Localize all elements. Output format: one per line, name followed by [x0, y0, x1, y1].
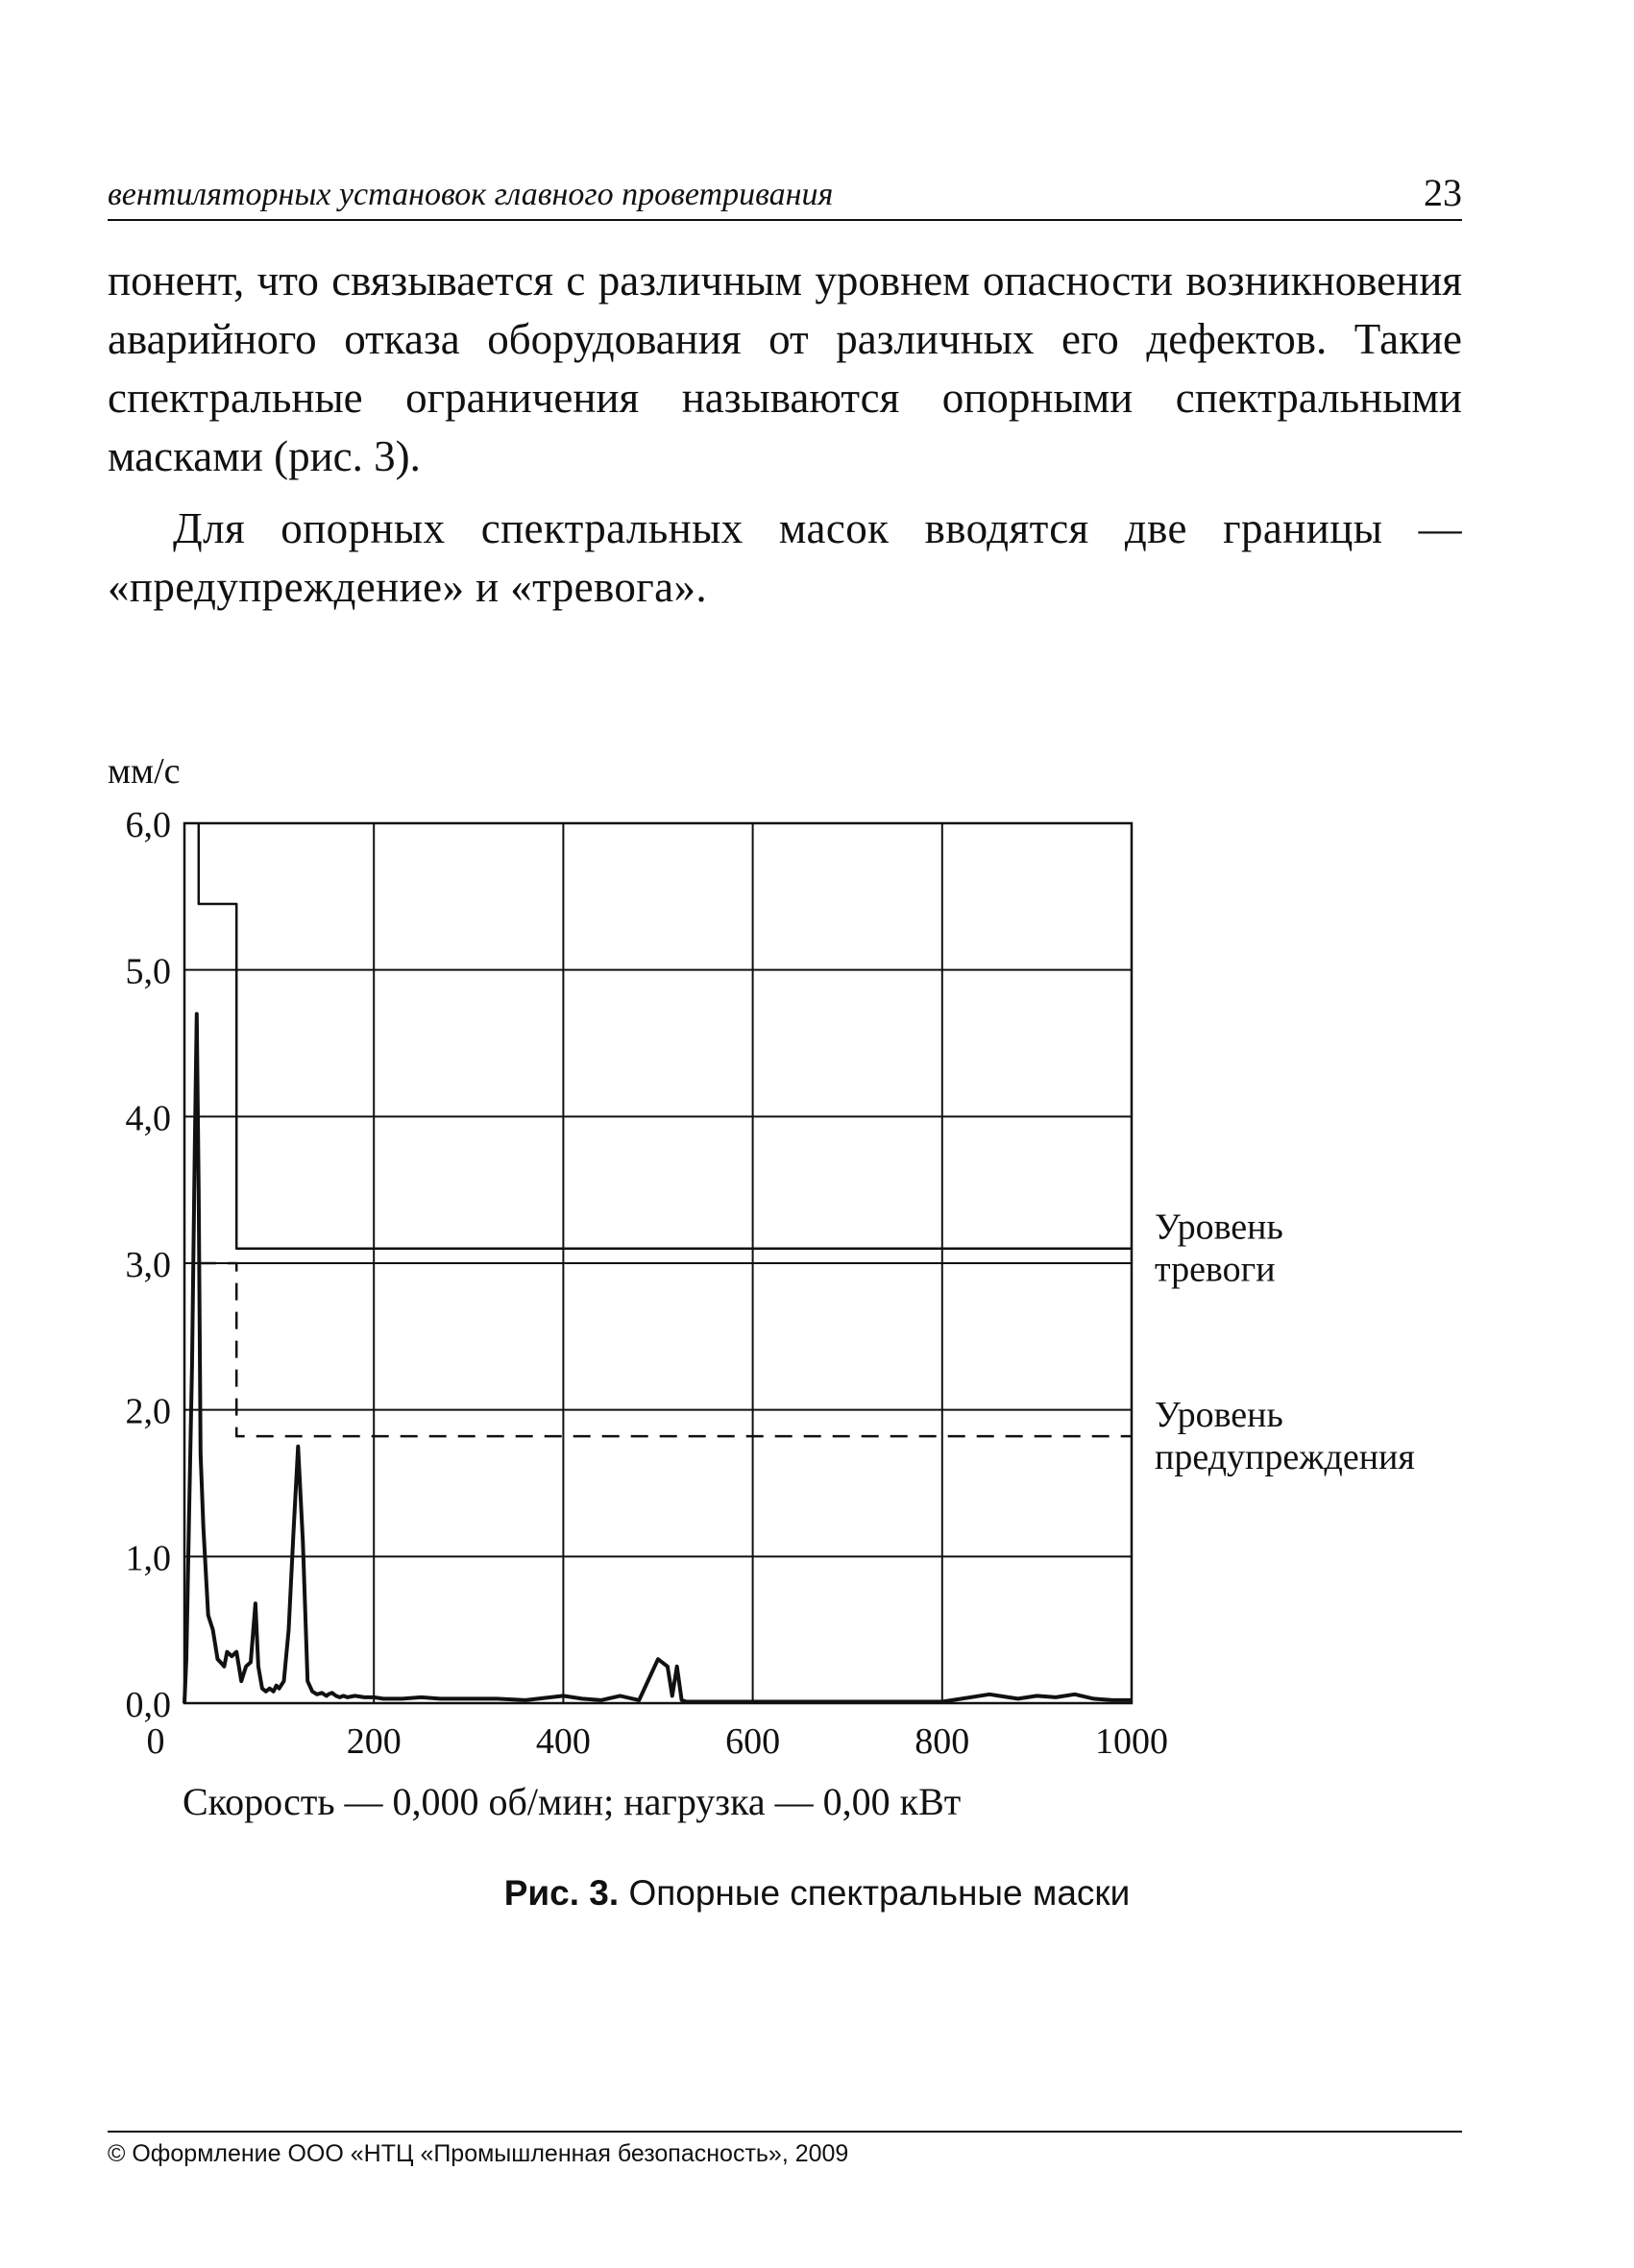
x-tick-label: 400	[535, 1721, 591, 1762]
page-number: 23	[1424, 171, 1462, 214]
legend-alarm-label: Уровень тревоги	[1155, 1207, 1283, 1290]
figure-label: Рис. 3.	[503, 1873, 620, 1913]
figure-caption-text: Опорные спектральные маски	[628, 1873, 1131, 1913]
paragraph-2: Для опорных спектральных масок вводятся две границы — «предупреждение» и «тревога».	[108, 504, 1462, 611]
footer-rule	[108, 2131, 1462, 2133]
y-tick-label: 1,0	[125, 1538, 171, 1579]
x-tick-label: 200	[346, 1721, 402, 1762]
x-tick-label: 800	[915, 1721, 970, 1762]
y-tick-label: 2,0	[125, 1391, 171, 1432]
body-text	[108, 252, 1462, 617]
figure-caption	[0, 1873, 1634, 1914]
x-axis-label: Скорость — 0,000 об/мин; нагрузка — 0,00 кВт	[183, 1780, 962, 1823]
legend-warning-label: Уровень предупреждения	[1155, 1395, 1415, 1478]
running-header	[108, 171, 1462, 221]
x-tick-label: 1000	[1095, 1721, 1168, 1762]
x-tick-label: 600	[725, 1721, 781, 1762]
y-tick-label: 3,0	[125, 1245, 171, 1285]
footer-copyright: © Оформление ООО «НТЦ «Промышленная безопасность», 2009	[108, 2140, 849, 2167]
running-title: вентиляторных установок главного проветривания	[108, 177, 834, 212]
y-axis-label: мм/с	[108, 751, 181, 792]
alarm-level-line	[199, 823, 1132, 1249]
spectral-mask-chart	[96, 744, 1499, 1849]
paragraph-1: понент, что связывается с различным уровнем опасности возникновения аварийного отказа оборудования от различных его дефектов. Такие спектральные ограничения называются опорными спектральными масками (рис. 3).	[108, 256, 1462, 480]
y-tick-label: 0,0	[125, 1685, 171, 1725]
x-tick-label: 0	[146, 1721, 165, 1762]
y-tick-label: 5,0	[125, 951, 171, 992]
chart-svg	[96, 744, 1499, 1849]
y-tick-label: 4,0	[125, 1098, 171, 1139]
y-tick-label: 6,0	[125, 805, 171, 845]
